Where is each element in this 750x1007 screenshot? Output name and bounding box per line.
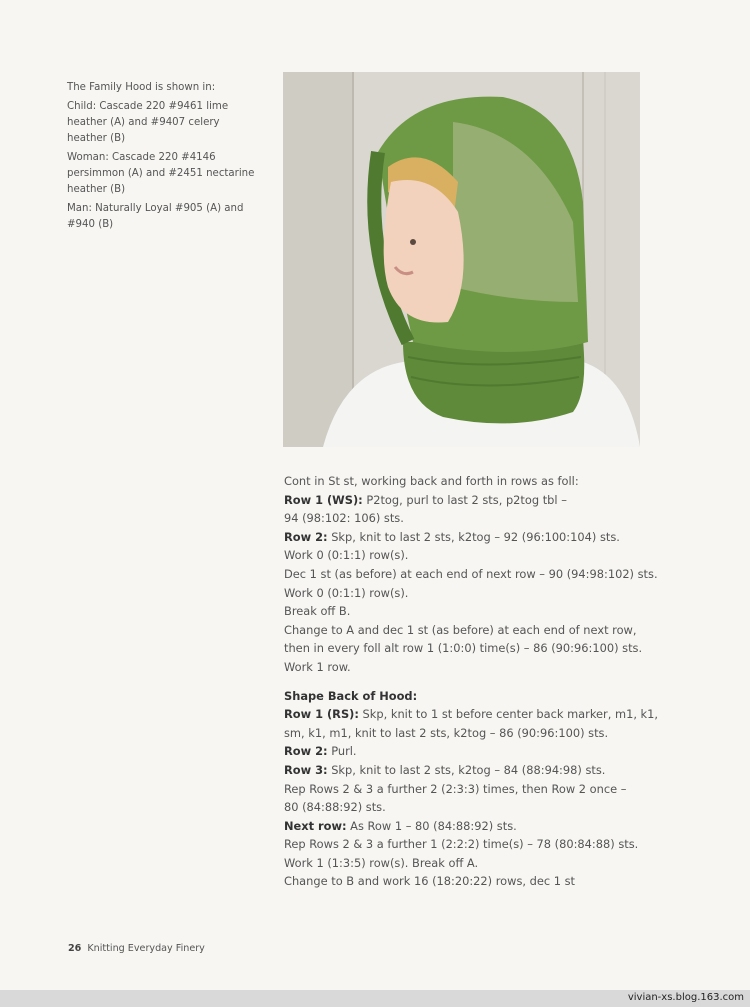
break-off-b: Break off B. xyxy=(284,604,351,619)
hood-row-2-text: Purl. xyxy=(327,744,357,759)
watermark: vivian-xs.blog.163.com xyxy=(627,992,744,1003)
hood-row-1-text: Skp, knit to 1 st before center back marker, m1, k1, xyxy=(358,707,659,722)
change-to-a-2: then in every foll alt row 1 (1:0:0) time(s) – 86 (90:96:100) sts. xyxy=(284,641,643,656)
hood-row-2 xyxy=(284,742,664,761)
change-to-a-1: Change to A and dec 1 st (as before) at each end of next row, xyxy=(284,622,637,637)
work-and-break: Work 1 (1:3:5) row(s). Break off A. xyxy=(284,855,479,870)
work-rows-a: Work 0 (0:1:1) row(s). xyxy=(284,548,409,563)
hood-row-2-label: Row 2: xyxy=(284,744,328,759)
next-row xyxy=(284,817,664,836)
yarn-note-woman: Woman: Cascade 220 #4146 persimmon (A) and #2451 nectarine heather (B) xyxy=(67,152,255,195)
row-2 xyxy=(284,528,664,547)
yarn-note xyxy=(67,80,257,236)
row-1-ws xyxy=(284,491,664,510)
row-2-label: Row 2: xyxy=(284,529,328,544)
next-row-text: As Row 1 – 80 (84:88:92) sts. xyxy=(346,818,517,833)
section-heading: Shape Back of Hood: xyxy=(284,688,418,703)
yarn-note-man: Man: Naturally Loyal #905 (A) and #940 (B) xyxy=(67,203,244,230)
hood-row-3 xyxy=(284,761,664,780)
next-row-label: Next row: xyxy=(284,818,347,833)
work-rows-b: Work 0 (0:1:1) row(s). xyxy=(284,585,409,600)
hood-row-1-label: Row 1 (RS): xyxy=(284,707,359,722)
repeat-line-1-continuation: 80 (84:88:92) sts. xyxy=(284,800,386,815)
repeat-line-2: Rep Rows 2 & 3 a further 1 (2:2:2) time(s) – 78 (80:84:88) sts. xyxy=(284,837,639,852)
row-1-label: Row 1 (WS): xyxy=(284,492,363,507)
page-footer xyxy=(68,943,205,954)
pattern-instructions xyxy=(284,472,664,891)
hood-row-1-continuation: sm, k1, m1, knit to last 2 sts, k2tog – 86 (90:96:100) sts. xyxy=(284,725,609,740)
intro-line: Cont in St st, working back and forth in rows as foll: xyxy=(284,474,579,488)
hood-photo xyxy=(283,72,640,447)
repeat-line-1: Rep Rows 2 & 3 a further 2 (2:3:3) times, then Row 2 once – xyxy=(284,781,627,796)
hood-row-3-label: Row 3: xyxy=(284,762,328,777)
decrease-line: Dec 1 st (as before) at each end of next row – 90 (94:98:102) sts. xyxy=(284,566,658,581)
row-1-continuation: 94 (98:102: 106) sts. xyxy=(284,511,404,526)
yarn-note-intro: The Family Hood is shown in: xyxy=(67,82,216,93)
yarn-note-child: Child: Cascade 220 #9461 lime heather (A) and #9407 celery heather (B) xyxy=(67,101,229,144)
row-2-text: Skp, knit to last 2 sts, k2tog – 92 (96:100:104) sts. xyxy=(327,529,620,544)
change-to-b: Change to B and work 16 (18:20:22) rows, dec 1 st xyxy=(284,874,576,889)
hood-row-1 xyxy=(284,705,664,724)
book-title: Knitting Everyday Finery xyxy=(87,943,205,954)
work-one-row: Work 1 row. xyxy=(284,659,351,674)
hood-row-3-text: Skp, knit to last 2 sts, k2tog – 84 (88:94:98) sts. xyxy=(327,762,606,777)
child-in-hood-illustration xyxy=(283,72,640,447)
row-1-text: P2tog, purl to last 2 sts, p2tog tbl – xyxy=(362,492,567,507)
page-number: 26 xyxy=(68,943,82,954)
